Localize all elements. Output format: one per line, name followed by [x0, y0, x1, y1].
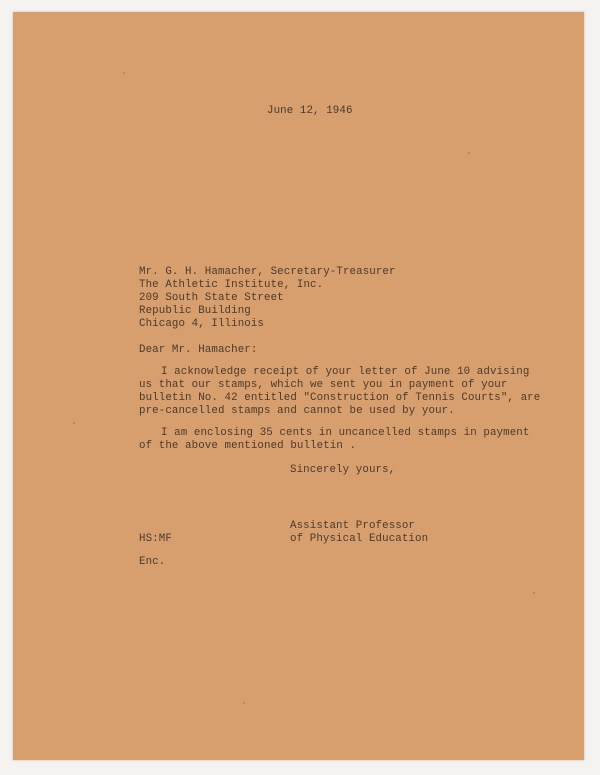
paper-speck [243, 702, 245, 704]
paragraph1-line-4: pre-cancelled stamps and cannot be used by your. [139, 405, 455, 417]
paper-speck [468, 152, 470, 154]
paragraph2-line-1: I am enclosing 35 cents in uncancelled stamps in payment [161, 427, 530, 439]
address-line-5: Chicago 4, Illinois [139, 318, 265, 330]
paper-speck [533, 592, 535, 594]
letter-date: June 12, 1946 [267, 105, 353, 117]
address-line-3: 209 South State Street [139, 292, 284, 304]
closing: Sincerely yours, [290, 464, 396, 476]
signature-title-line-1: Assistant Professor [290, 520, 416, 532]
typist-initials: HS:MF [139, 533, 172, 545]
paragraph1-line-1: I acknowledge receipt of your letter of June 10 advising [161, 366, 530, 378]
enclosure-note: Enc. [139, 556, 166, 568]
paragraph1-line-2: us that our stamps, which we sent you in payment of your [139, 379, 508, 391]
paragraph2-line-2: of the above mentioned bulletin . [139, 440, 357, 452]
paper-speck [123, 72, 125, 74]
paragraph1-line-3: bulletin No. 42 entitled "Construction of Tennis Courts", are [139, 392, 541, 404]
paper-speck [73, 422, 75, 424]
salutation: Dear Mr. Hamacher: [139, 344, 258, 356]
signature-title-line-2: of Physical Education [290, 533, 429, 545]
address-line-4: Republic Building [139, 305, 251, 317]
address-line-2: The Athletic Institute, Inc. [139, 279, 324, 291]
letter-page [13, 12, 584, 760]
address-line-1: Mr. G. H. Hamacher, Secretary-Treasurer [139, 266, 396, 278]
